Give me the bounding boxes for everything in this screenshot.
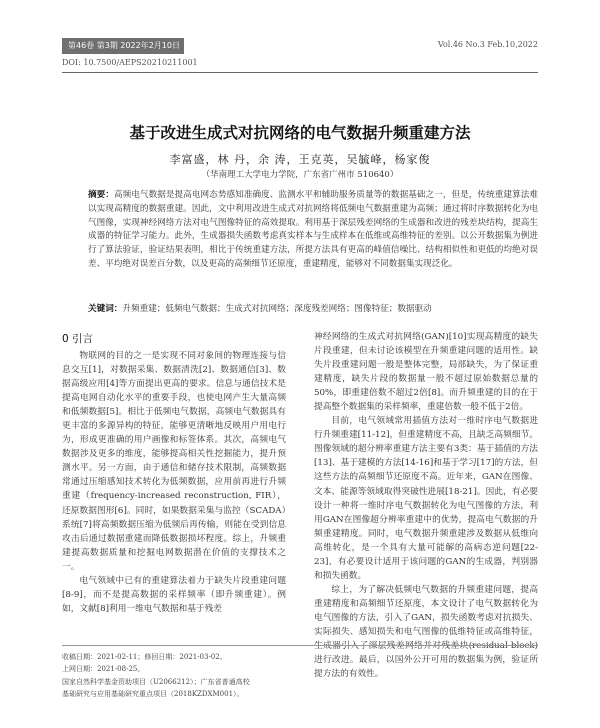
funding-line-1: 国家自然科学基金资助项目（U2066212）；广东省普通高校 xyxy=(62,677,250,686)
volume-info: Vol.46 No.3 Feb.10,2022 xyxy=(437,40,538,49)
intro-paragraph-3: 目前，电气领域常用插值方法对一维时序电气数据进行升频重建[11-12]，但重建精度不高，且缺乏高频细节。图像领域的超分辨率重建方法主要有3类：基于插值的方法[13]、基于建模的方法[14-16]和基于学习[17]的方法，但这些方法的高频细节还原度不高。近年来，GAN在图像、文本、能源等领域取得突破性进展[18-21]。因此，有必要设计一种将一维时序电气数据转化为电气图像的方法，利用GAN在图像超分辨率重建中的优势，提高电气数据的升频重建精度。同时，电气数据升频重建涉及数据从低维向高维转化，是一个具有大量可能解的高病态逆问题[22-23]，有必要设计适用于该问题的GAN的生成器，判别器和损失函数。 xyxy=(314,416,538,581)
right-column xyxy=(314,330,538,681)
received-date: 收稿日期：2021-02-11；修回日期：2021-03-02。 xyxy=(62,653,227,661)
keywords-text: 升频重建；低频电气数据；生成式对抗网络；深度残差网络；图像特征；数据驱动 xyxy=(122,304,432,314)
intro-paragraph-1: 物联网的目的之一是实现不同对象间的物理连接与信息交互[1]，对数据采集、数据清洗[2]、数据通信[3]、数据高级应用[4]等方面提出更高的要求。信息与通信技术是提高电网自动化水平的重要手段，也使电网产生大量高频和低频数据[5]。相比于低频电气数据，高频电气数据具有更丰富的多源异构的特征，能够更清晰地反映用户用电行为，形成更准确的用户画像和标签体系。其次，高频电气数据涉及更多的维度，能够提高相关性挖掘能力，提升预测水平。另一方面，由于通信和储存技术限制，高频数据常通过压缩感知技术转化为低频数据，应用前再进行升频重建（frequency-increased reconstruction, FIR），还原数据图形[6]。同时，如果数据采集与监控（SCADA）系统[7]将高频数据压缩为低频后再传输，则能在受到信息攻击后通过数据重建而降低数据损坏程度。综上，升频重建提高数据质量和挖掘电网数据潜在价值的支撑技术之一。 xyxy=(62,351,286,572)
footnote-rule xyxy=(62,645,538,646)
funding-line-2: 基础研究与应用基础研究重点项目（2018KZDXM001）。 xyxy=(62,689,244,698)
intro-paragraph-2-cont: 神经网络的生成式对抗网络(GAN)[10]实现高精度的缺失片段重建，但未讨论该模型在升频重建问题的适用性。缺失片段重建问题一般是整体完整，局部缺失，为了保证重建精度，缺失片段的数据量一般不超过原始数据总量的50%，即重建倍数不超过2倍[8]。而升频重建的目的在于提高整个数据集的采样频率，重建倍数一般不低于2倍。 xyxy=(314,332,538,413)
paper-title: 基于改进生成式对抗网络的电气数据升频重建方法 xyxy=(129,124,471,142)
footnotes xyxy=(62,651,302,700)
abstract-label: 摘要： xyxy=(88,190,114,200)
affiliation: （华南理工大学电力学院，广东省广州市 510640） xyxy=(201,170,399,180)
issue-banner: 第46卷 第3期 2022年2月10日 xyxy=(62,38,184,54)
doi[interactable]: DOI: 10.7500/AEPS20210211001 xyxy=(62,58,198,67)
intro-paragraph-4: 综上，为了解决低频电气数据的升频重建问题，提高重建精度和高频细节还原度，本文设计了电气数据转化为电气图像的方法，引入了GAN，损失函数考虑对抗损失、实际损失、感知损失和电气图像的低维特征或高维特征，生成器引入了深层残差网络并对残差块(residual block)进行改进。最后，以国外公开可用的数据集为例，验证所提方法的有效性。 xyxy=(314,584,538,680)
keywords xyxy=(88,303,538,317)
online-date: 上网日期：2021-08-25。 xyxy=(62,665,145,674)
section-heading-introduction: 0 引言 xyxy=(62,333,94,345)
keywords-label: 关键词： xyxy=(88,304,123,314)
abstract xyxy=(88,189,538,272)
intro-paragraph-2: 电气领域中已有的重建算法着力于缺失片段重建问题[8-9]，而不是提高数据的采样频率（即升频重建）。例如，文献[8]利用一维电气数据和基于残差 xyxy=(62,575,286,614)
abstract-text: 高频电气数据是提高电网态势感知准确度、监测水平和辅助服务质量等的数据基础之一，但是，传统重建算法难以实现高精度的数据重建。因此，文中利用改进生成式对抗网络将低频电气数据重建为高频；通过将时序数据转化为电气图像，实现神经网络方法对电气图像特征的高效提取。利用基于深层残差网络的生成器和改进的残差块结构，提高生成器的特征学习能力。此外，生成器损失函数考虑真实样本与生成样本在低维或高维特征的差别。以公开数据集为例进行了算法验证，验证结果表明，相比于传统重建方法，所提方法具有更高的峰值信噪比、结构相似性和更低的均绝对误差、平均绝对误差百分数，以及更高的高频细节还原度，重建精度，能够对不同数据集实现泛化。 xyxy=(88,190,538,269)
author-list: 李富盛，林 丹，余 涛，王克英，吴毓峰，杨家俊 xyxy=(169,153,431,166)
header-rule xyxy=(62,72,538,73)
left-column xyxy=(62,349,286,616)
